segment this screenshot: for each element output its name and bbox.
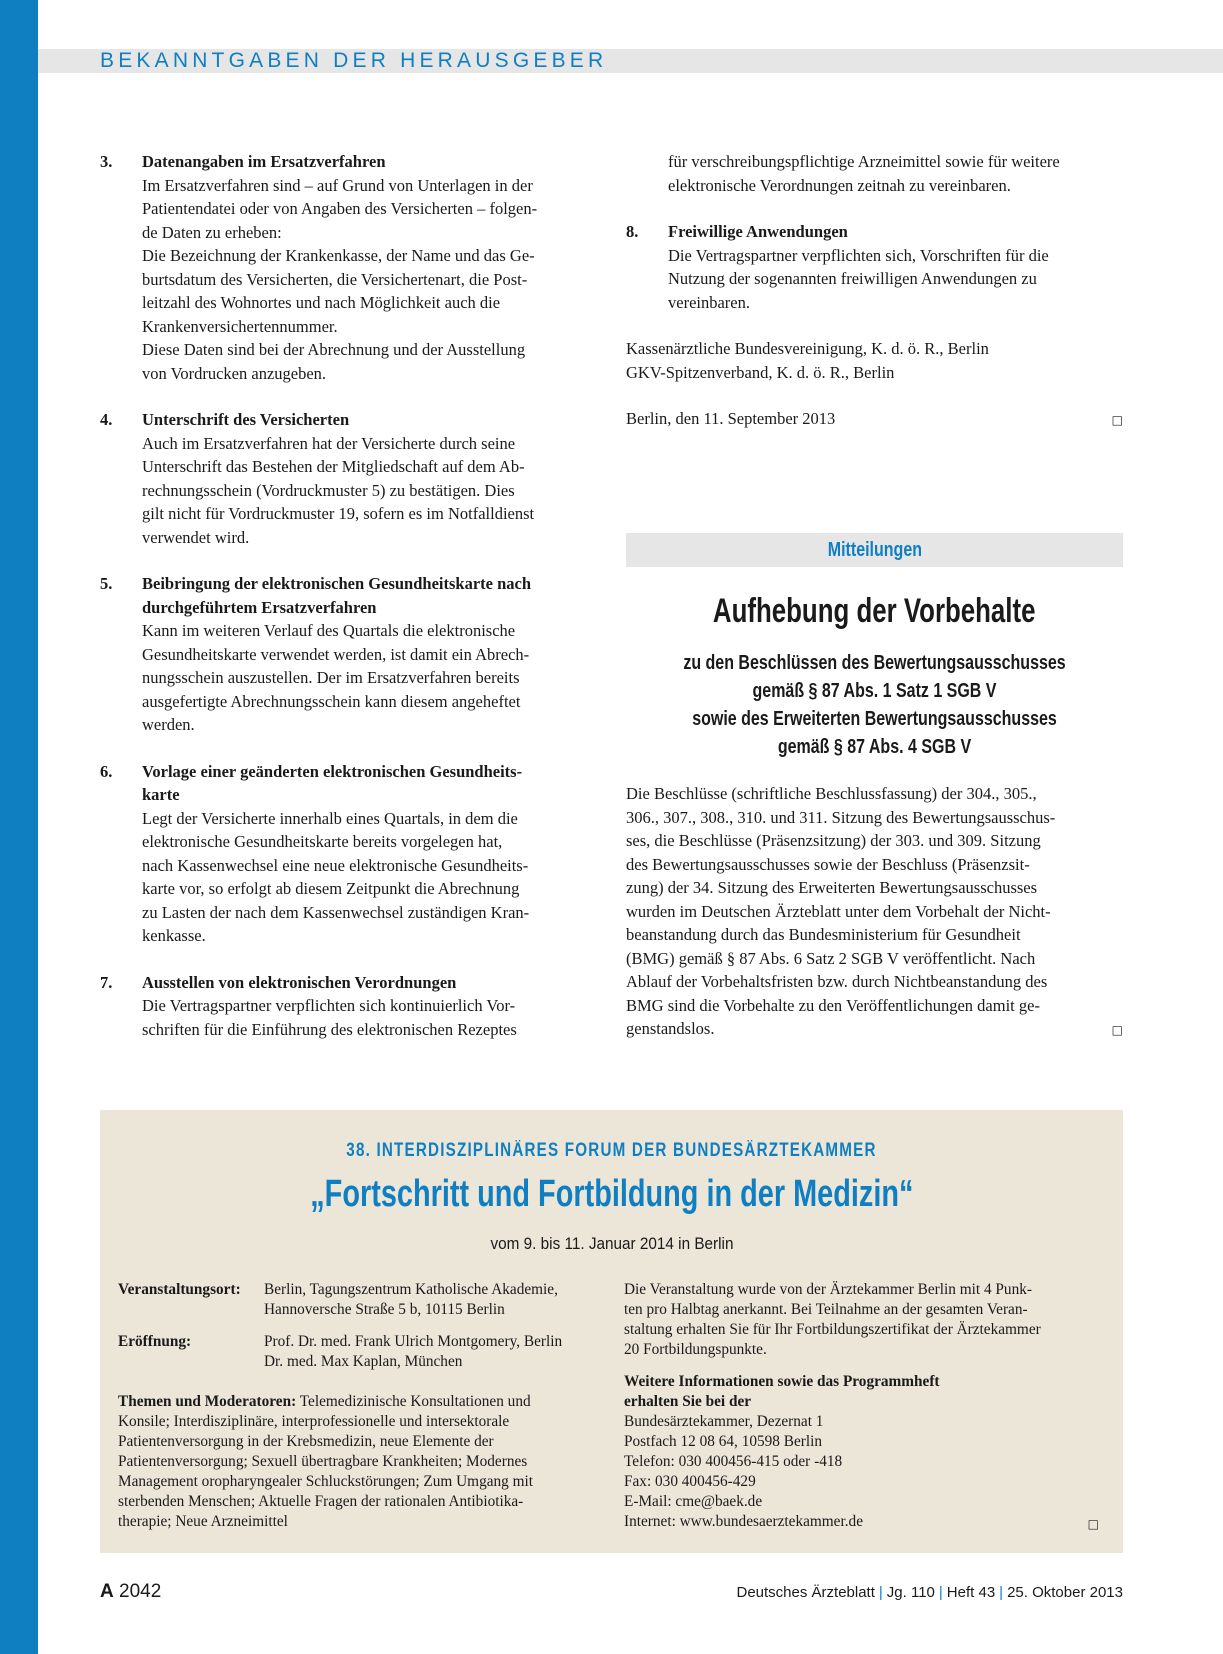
item-title: Datenangaben im Ersatzverfahren: [142, 152, 386, 171]
mitteilungen-bar: [626, 533, 1123, 567]
text-line: 306., 307., 308., 310. und 311. Sitzung des Bewertungsausschus-: [626, 807, 1056, 827]
mitteilungen-headline-wrap: [626, 592, 1123, 631]
text-line: elektronische Gesundheitskarte bereits vorgelegen hat,: [142, 832, 503, 851]
text-line: zu Lasten der nach dem Kassenwechsel zuständigen Kran-: [142, 902, 530, 922]
section-header-title: BEKANNTGABEN DER HERAUSGEBER: [100, 49, 608, 72]
item-number: 7.: [100, 972, 113, 992]
end-square-icon: □: [1087, 1517, 1099, 1531]
text-line: Ablauf der Vorbehaltsfristen bzw. durch Nichtbeanstandung des: [626, 972, 1048, 991]
opening-line: Prof. Dr. med. Frank Ulrich Montgomery, Berlin: [264, 1333, 563, 1350]
text-line: gilt nicht für Vordruckmuster 19, sofern es im Notfalldienst: [142, 504, 535, 523]
contact-line: Bundesärztekammer, Dezernat 1: [624, 1413, 824, 1430]
text-line: (BMG) gemäß § 87 Abs. 6 Satz 2 SGB V veröffentlicht. Nach: [626, 948, 1036, 968]
section-header: [38, 49, 1223, 73]
item-body: [668, 244, 1123, 315]
date-text: Berlin, den 11. September 2013: [626, 409, 836, 428]
page-number-value: 2042: [119, 1581, 162, 1602]
text-line: Legt der Versicherte innerhalb eines Quartals, in dem die: [142, 808, 518, 828]
text-line: Krankenversichertennummer.: [142, 316, 338, 336]
item-title: Freiwillige Anwendungen: [668, 222, 848, 241]
item-number: 3.: [100, 152, 113, 171]
text-line: elektronische Verordnungen zeitnah zu vereinbaren.: [668, 175, 1011, 195]
text-line: Auch im Ersatzverfahren hat der Versicherte durch seine: [142, 433, 516, 453]
text-line: von Vordrucken anzugeben.: [142, 363, 327, 383]
text-line: de Daten zu erheben:: [142, 222, 282, 242]
subhead-line: zu den Beschlüssen des Bewertungsausschusses: [683, 652, 1066, 674]
end-square-icon: □: [1111, 413, 1123, 427]
item-5: [100, 572, 597, 737]
mitteilungen-headline: Aufhebung der Vorbehalte: [713, 592, 1036, 630]
text-line: Unterschrift das Bestehen der Mitgliedschaft auf dem Ab-: [142, 457, 525, 476]
text-line: ses, die Beschlüsse (Präsenzsitzung) der 303. und 309. Sitzung: [626, 831, 1041, 850]
title-line: Beibringung der elektronischen Gesundheitskarte nach: [142, 574, 532, 593]
mitteilungen-body: [626, 782, 1123, 1041]
topics-line: Patientenversorgung in der Krebsmedizin, neue Elemente der: [118, 1433, 494, 1450]
forum-date: vom 9. bis 11. Januar 2014 in Berlin: [490, 1234, 733, 1253]
forum-announcement: [100, 1110, 1123, 1553]
signatory: Kassenärztliche Bundesvereinigung, K. d. ö. R., Berlin: [626, 339, 989, 358]
item-body: [142, 432, 597, 550]
contact-phone: Telefon: 030 400456-415 oder -418: [624, 1453, 843, 1470]
left-column: [100, 150, 597, 1064]
text-line: Im Ersatzverfahren sind – auf Grund von Unterlagen in der: [142, 175, 533, 195]
text-line: zung) der 34. Sitzung des Erweiterten Bewertungsausschusses: [626, 878, 1038, 897]
text-line: schriften für die Einführung des elektronischen Rezeptes: [142, 1019, 517, 1039]
signatories: [626, 337, 1123, 384]
text-line: vereinbaren.: [668, 292, 750, 312]
info-heading-line: Weitere Informationen sowie das Programmheft: [624, 1373, 940, 1390]
topics-first-line: [118, 1392, 599, 1412]
text-fragment: genstandslos.: [626, 1019, 715, 1038]
text-line: Diese Daten sind bei der Abrechnung und der Ausstellung: [142, 340, 526, 359]
info-heading: [624, 1372, 1105, 1412]
text-line: BMG sind die Vorbehalte zu den Veröffentlichungen damit ge-: [626, 995, 1040, 1015]
text-line: wurden im Deutschen Ärzteblatt unter dem Vorbehalt der Nicht-: [626, 901, 1051, 921]
text-line: Die Vertragspartner verpflichten sich, Vorschriften für die: [668, 245, 1049, 265]
separator: |: [938, 1584, 943, 1601]
credit-line: 20 Fortbildungspunkte.: [624, 1341, 767, 1358]
signatory: GKV-Spitzenverband, K. d. ö. R., Berlin: [626, 362, 895, 382]
item-4: [100, 408, 597, 549]
text-line-last: [626, 1017, 1123, 1041]
subhead-line: gemäß § 87 Abs. 4 SGB V: [777, 736, 972, 758]
text-line: karte vor, so erfolgt ab diesem Zeitpunkt die Abrechnung: [142, 879, 520, 898]
journal-info: [736, 1584, 1123, 1601]
item-number: 8.: [626, 222, 639, 241]
text-line: verwendet wird.: [142, 527, 250, 547]
item-3: [100, 150, 597, 385]
text-line: nach Kassenwechsel eine neue elektronische Gesundheits-: [142, 855, 529, 875]
item-body: [142, 174, 597, 386]
item-body: [142, 619, 597, 737]
venue-line: Hannoversche Straße 5 b, 10115 Berlin: [264, 1301, 505, 1318]
item-8: [626, 220, 1123, 314]
item-title: Ausstellen von elektronischen Verordnungen: [142, 972, 457, 992]
text-line: Die Beschlüsse (schriftliche Beschlussfassung) der 304., 305.,: [626, 784, 1037, 803]
topics-line: therapie; Neue Arzneimittel: [118, 1513, 288, 1530]
left-accent-bar: [0, 0, 38, 1654]
right-column: [626, 150, 1123, 431]
forum-title-wrap: [100, 1173, 1123, 1216]
topics-label: Themen und Moderatoren:: [118, 1393, 297, 1410]
item-number: 4.: [100, 410, 113, 429]
opening-line: Dr. med. Max Kaplan, München: [264, 1353, 463, 1370]
text-line: beanstandung durch das Bundesministerium für Gesundheit: [626, 925, 1021, 944]
contact-email: E-Mail: cme@baek.de: [624, 1493, 763, 1510]
journal-issue: Heft 43: [946, 1584, 996, 1601]
item-title: Unterschrift des Versicherten: [142, 410, 350, 429]
text-line: Kann im weiteren Verlauf des Quartals die elektronische: [142, 621, 516, 640]
page-prefix: A: [100, 1581, 114, 1602]
subhead-line: sowie des Erweiterten Bewertungsausschusses: [692, 708, 1057, 730]
journal-date: 25. Oktober 2013: [1007, 1584, 1123, 1601]
topics-line: Patientenversorgung; Sexuell übertragbare Krankheiten; Modernes: [118, 1453, 528, 1470]
item-number: 6.: [100, 761, 113, 781]
credit-info: [624, 1280, 1105, 1360]
topics: [118, 1392, 599, 1532]
item-body: [142, 807, 597, 948]
item-number: 5.: [100, 574, 113, 593]
date-line: [626, 407, 1123, 431]
text-line: Gesundheitskarte verwendet werden, ist damit ein Abrech-: [142, 644, 530, 664]
venue-label: Veranstaltungsort:: [118, 1281, 241, 1298]
title-line: karte: [142, 785, 180, 804]
text-line: des Bewertungsausschusses sowie der Beschluss (Präsenzsit-: [626, 854, 1030, 874]
credit-line: ten pro Halbtag anerkannt. Bei Teilnahme an der gesamten Veran-: [624, 1301, 1028, 1318]
item-body: [142, 994, 597, 1041]
separator: |: [999, 1584, 1004, 1601]
subhead-line: gemäß § 87 Abs. 1 Satz 1 SGB V: [752, 680, 997, 702]
forum-title: „Fortschritt und Fortbildung in der Medizin“: [309, 1173, 914, 1215]
topics-line: sterbenden Menschen; Aktuelle Fragen der rationalen Antibiotika-: [118, 1493, 524, 1510]
venue: [118, 1280, 599, 1320]
opening-label: Eröffnung:: [118, 1333, 192, 1350]
text-line: Patientendatei oder von Angaben des Versicherten – folgen-: [142, 199, 538, 218]
title-line: Vorlage einer geänderten elektronischen Gesundheits-: [142, 761, 523, 781]
forum-date-wrap: [100, 1234, 1123, 1254]
text-line: für verschreibungspflichtige Arzneimittel sowie für weitere: [668, 152, 1060, 171]
title-line: durchgeführtem Ersatzverfahren: [142, 597, 377, 617]
item-7: [100, 971, 597, 1042]
item-title: [142, 572, 597, 619]
venue-line: Berlin, Tagungszentrum Katholische Akademie,: [264, 1281, 558, 1298]
journal-volume: Jg. 110: [886, 1584, 935, 1601]
forum-kicker-wrap: [100, 1140, 1123, 1162]
info-heading-line: erhalten Sie bei der: [624, 1393, 752, 1410]
text-line: leitzahl des Wohnortes und nach Möglichkeit auch die: [142, 293, 501, 312]
contact-internet-row: [624, 1512, 1105, 1532]
forum-kicker: 38. INTERDISZIPLINÄRES FORUM DER BUNDESÄRZTEKAMMER: [346, 1140, 877, 1161]
topics-line: Telemedizinische Konsultationen und: [299, 1393, 531, 1410]
text-line: rechnungsschein (Vordruckmuster 5) zu bestätigen. Dies: [142, 480, 515, 500]
opening: [118, 1332, 599, 1372]
text-line: werden.: [142, 715, 195, 734]
journal-name: Deutsches Ärzteblatt: [736, 1584, 875, 1601]
contact-internet: Internet: www.bundesaerztekammer.de: [624, 1513, 863, 1530]
page-number: [100, 1581, 161, 1603]
contact-fax: Fax: 030 400456-429: [624, 1473, 756, 1490]
text-line: Die Bezeichnung der Krankenkasse, der Name und das Ge-: [142, 246, 535, 265]
topics-line: Management oropharyngealer Schluckstörungen; Zum Umgang mit: [118, 1473, 534, 1490]
credit-line: staltung erhalten Sie für Ihr Fortbildungszertifikat der Ärztekammer: [624, 1321, 1041, 1338]
item-6: [100, 760, 597, 948]
text-line: nungsschein auszustellen. Der im Ersatzverfahren bereits: [142, 668, 520, 687]
item-7-continuation: [626, 150, 1123, 197]
topics-line: Konsile; Interdisziplinäre, interprofessionelle und intersektorale: [118, 1413, 510, 1430]
text-line: Die Vertragspartner verpflichten sich kontinuierlich Vor-: [142, 996, 516, 1015]
end-square-icon: □: [1111, 1023, 1123, 1037]
text-line: burtsdatum des Versicherten, die Versichertenart, die Post-: [142, 269, 528, 289]
forum-left-column: [118, 1280, 599, 1532]
forum-right-column: [624, 1280, 1105, 1532]
credit-line: Die Veranstaltung wurde von der Ärztekammer Berlin mit 4 Punk-: [624, 1281, 1032, 1298]
contact-line: Postfach 12 08 64, 10598 Berlin: [624, 1433, 822, 1450]
separator: |: [878, 1584, 883, 1601]
text-line: ausgefertigte Abrechnungsschein kann diesem angeheftet: [142, 691, 521, 711]
mitteilungen-subhead: [626, 649, 1123, 761]
mitteilungen-label: Mitteilungen: [827, 539, 922, 561]
text-line: Nutzung der sogenannten freiwilligen Anwendungen zu: [668, 269, 1037, 288]
contact-info: [624, 1412, 1105, 1532]
item-title: [142, 760, 597, 807]
text-line: kenkasse.: [142, 926, 206, 945]
